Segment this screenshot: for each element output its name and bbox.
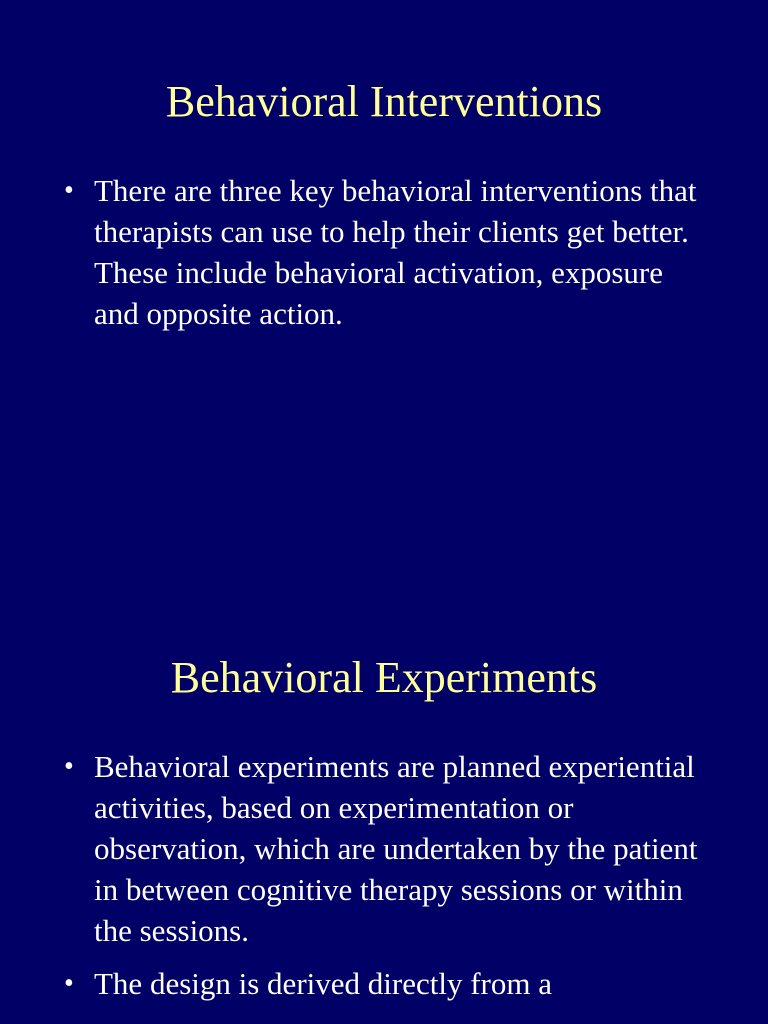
bullet-list: [64, 170, 714, 346]
bullet-text: Behavioral experiments are planned experiential activities, based on experimentation or observation, which are undertaken by the patient in between cognitive therapy sessions or within the sessions.: [94, 749, 698, 948]
bullet-icon: •: [64, 968, 74, 999]
slide-behavioral-experiments: [0, 576, 768, 1024]
bullet-icon: •: [64, 175, 74, 206]
bullet-icon: •: [64, 751, 74, 782]
bullet-text: There are three key behavioral interventions that therapists can use to help their clients get better. These include behavioral activation, exposure and opposite action.: [94, 173, 697, 331]
bullet-item: [64, 746, 714, 951]
bullet-text: The design is derived directly from a: [94, 966, 552, 1001]
slide-title: Behavioral Interventions: [165, 77, 603, 126]
slide-title: Behavioral Experiments: [170, 653, 598, 702]
bullet-list: [64, 746, 714, 1016]
bullet-item: [64, 170, 714, 334]
bullet-item: [64, 963, 714, 1004]
